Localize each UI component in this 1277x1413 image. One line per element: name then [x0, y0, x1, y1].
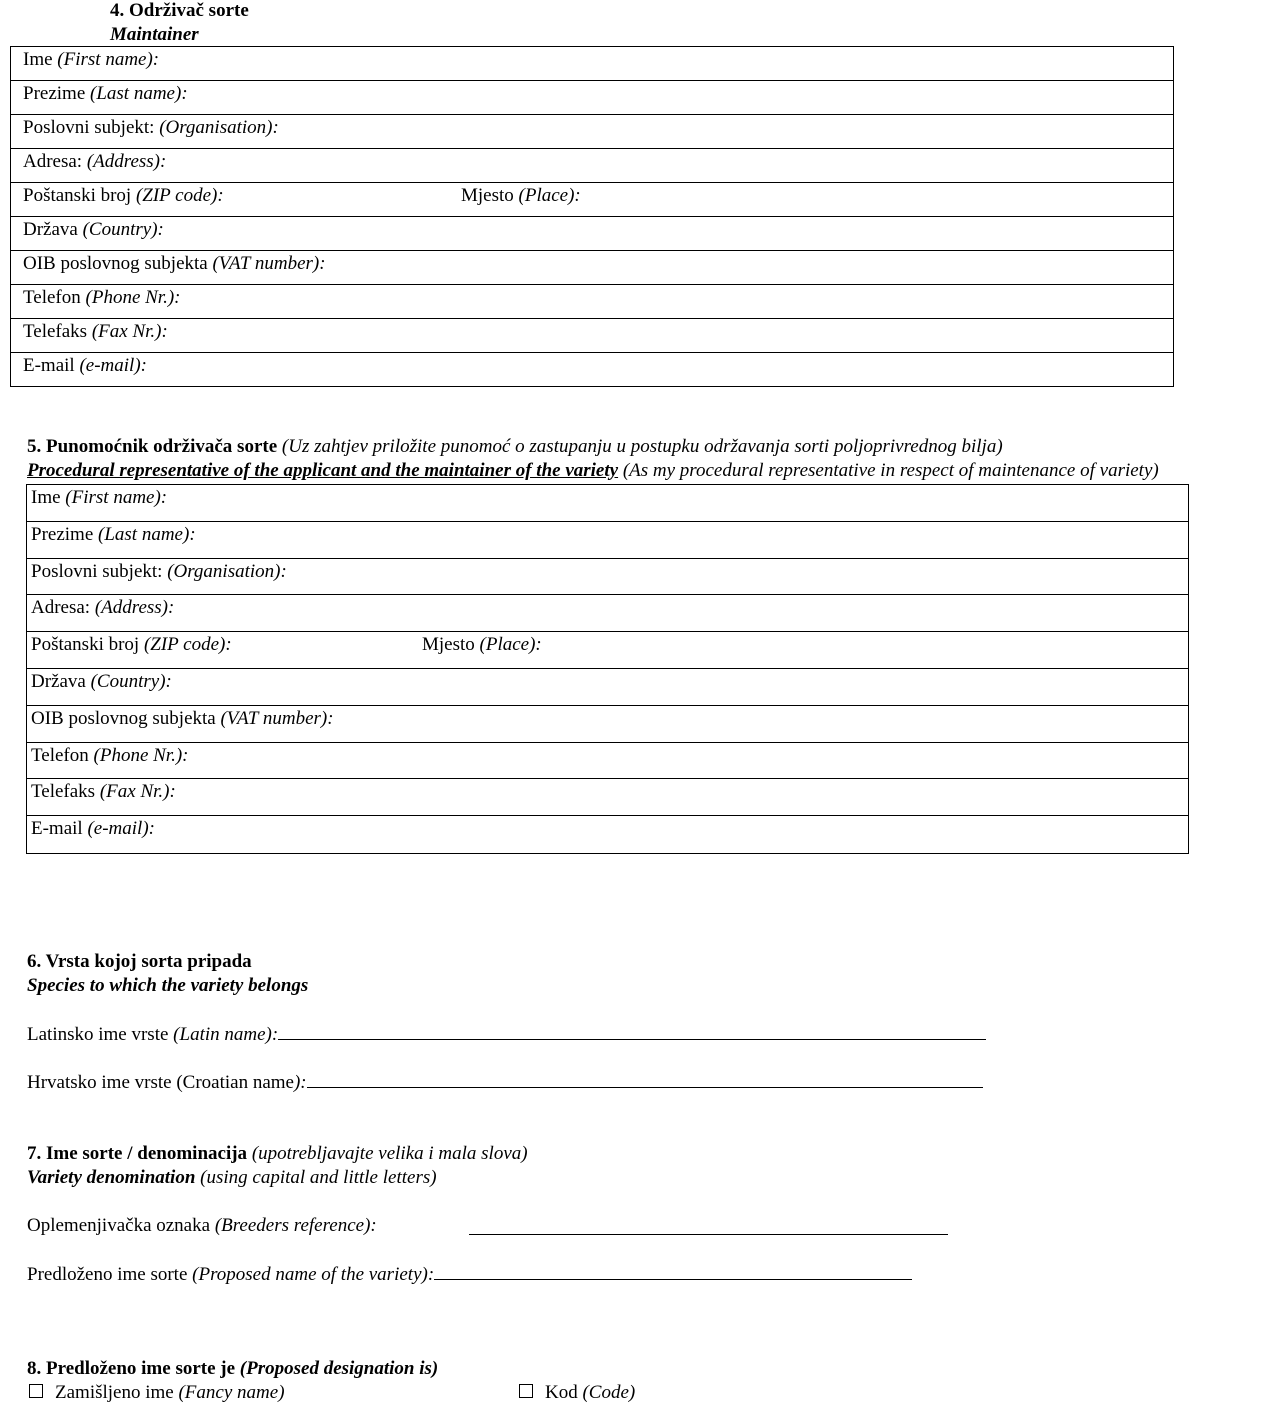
- form-row[interactable]: [27, 743, 1188, 780]
- row-label-hint: (ZIP code):: [143, 634, 232, 656]
- row-label-hint: (VAT number):: [220, 707, 334, 729]
- row-label-hint: (Fax Nr.):: [91, 321, 168, 342]
- proposed-name-line[interactable]: [434, 1263, 912, 1280]
- row-label: [31, 745, 189, 767]
- section-7-subtitle-note: (using capital and little letters): [200, 1167, 437, 1188]
- form-row[interactable]: [27, 816, 1188, 853]
- row-label-text: Telefon: [31, 744, 94, 766]
- row-label-text: Adresa:: [31, 597, 95, 619]
- form-row[interactable]: [27, 595, 1188, 632]
- form-row[interactable]: [27, 522, 1188, 559]
- form-row[interactable]: [27, 485, 1188, 522]
- representative-table: [26, 484, 1189, 854]
- place-label-hint: (Place):: [479, 634, 542, 656]
- latin-name-hint: (Latin name):: [173, 1024, 279, 1045]
- section-7-title: [27, 1143, 528, 1165]
- row-label: [31, 818, 155, 840]
- breeders-reference-field[interactable]: [27, 1215, 377, 1237]
- section-7-subtitle-text: Variety denomination: [27, 1167, 196, 1188]
- row-label: [23, 151, 166, 173]
- section-8-title-text: 8. Predloženo ime sorte je: [27, 1358, 240, 1379]
- form-row[interactable]: [11, 285, 1173, 319]
- croatian-name-line[interactable]: [307, 1071, 983, 1088]
- code-checkbox[interactable]: [519, 1384, 533, 1398]
- fancy-name-hint: (Fancy name): [178, 1382, 285, 1403]
- proposed-name-label: Predloženo ime sorte: [27, 1264, 193, 1285]
- place-label: [422, 634, 542, 656]
- row-label-text: OIB poslovnog subjekta: [31, 707, 221, 729]
- row-label-hint: (First name):: [57, 49, 160, 70]
- row-label: [31, 487, 167, 509]
- place-label-hint: (Place):: [518, 185, 581, 206]
- row-label: [23, 253, 326, 275]
- row-label-hint: (Organisation):: [167, 560, 287, 582]
- section-4-title: 4. Održivač sorte: [110, 0, 249, 21]
- place-label-text: Mjesto: [422, 634, 480, 656]
- form-row[interactable]: [27, 632, 1188, 669]
- row-label: [31, 597, 174, 619]
- form-row[interactable]: [11, 47, 1173, 81]
- form-row[interactable]: [11, 251, 1173, 285]
- croatian-name-field[interactable]: [27, 1071, 983, 1094]
- row-label: [23, 287, 181, 309]
- row-label-text: Ime: [31, 487, 66, 508]
- maintainer-table: [10, 46, 1174, 387]
- proposed-name-field[interactable]: [27, 1263, 912, 1286]
- form-row[interactable]: [11, 81, 1173, 115]
- form-row[interactable]: [11, 149, 1173, 183]
- row-label: [31, 671, 172, 693]
- section-7-title-text: 7. Ime sorte / denominacija: [27, 1143, 248, 1164]
- form-row[interactable]: [27, 669, 1188, 706]
- row-label-hint: (VAT number):: [212, 253, 326, 274]
- row-label: [23, 185, 224, 207]
- section-4-subtitle: Maintainer: [110, 24, 199, 45]
- row-label-text: Ime: [23, 49, 58, 70]
- row-label-text: Adresa:: [23, 151, 87, 172]
- code-option[interactable]: [519, 1382, 635, 1404]
- row-label-hint: (ZIP code):: [135, 185, 224, 206]
- row-label-hint: (Country):: [82, 219, 164, 240]
- form-row[interactable]: [11, 319, 1173, 353]
- section-5-title-text: 5. Punomoćnik održivača sorte: [27, 436, 278, 457]
- row-label-text: Telefon: [23, 287, 86, 308]
- row-label: [31, 781, 176, 803]
- row-label: [31, 561, 287, 583]
- form-row[interactable]: [11, 353, 1173, 387]
- latin-name-line[interactable]: [278, 1023, 986, 1040]
- row-label: [31, 708, 334, 730]
- row-label-text: Poslovni subjekt:: [31, 560, 168, 582]
- row-label-text: Telefaks: [31, 781, 100, 803]
- row-label-hint: (Fax Nr.):: [99, 781, 176, 803]
- section-7-note: (upotrebljavajte velika i mala slova): [251, 1143, 528, 1164]
- breeders-reference-line[interactable]: [469, 1218, 948, 1235]
- fancy-name-checkbox[interactable]: [29, 1384, 43, 1398]
- row-label-hint: (First name):: [65, 487, 168, 508]
- section-6-title: 6. Vrsta kojoj sorta pripada: [27, 951, 252, 972]
- row-label-hint: (e-mail):: [87, 818, 155, 840]
- form-row[interactable]: [11, 115, 1173, 149]
- row-label-text: E-mail: [23, 355, 80, 376]
- latin-name-label: Latinsko ime vrste: [27, 1024, 174, 1045]
- row-label-text: Poštanski broj: [31, 634, 144, 656]
- code-label: Kod: [545, 1382, 583, 1403]
- row-label: [31, 524, 196, 546]
- proposed-name-hint: (Proposed name of the variety):: [192, 1264, 435, 1285]
- section-8-title: [27, 1358, 438, 1380]
- row-label-text: Prezime: [23, 83, 91, 104]
- croatian-name-label: Hrvatsko ime vrste (Croatian name: [27, 1072, 294, 1093]
- croatian-name-hint: ):: [293, 1072, 307, 1093]
- row-label-text: Poštanski broj: [23, 185, 136, 206]
- row-label: [31, 634, 232, 656]
- form-row[interactable]: [11, 217, 1173, 251]
- row-label-hint: (Phone Nr.):: [85, 287, 181, 308]
- section-7-subtitle: [27, 1167, 437, 1189]
- place-label: [461, 185, 581, 207]
- latin-name-field[interactable]: [27, 1023, 986, 1046]
- row-label-hint: (Address):: [86, 151, 167, 172]
- fancy-name-option[interactable]: [29, 1382, 285, 1404]
- section-6-subtitle: Species to which the variety belongs: [27, 975, 309, 996]
- section-5-subtitle-text: Procedural representative of the applicant and the maintainer of the variety: [27, 460, 619, 481]
- row-label: [23, 219, 164, 241]
- row-label-hint: (Phone Nr.):: [93, 744, 189, 766]
- section-5-subtitle: [27, 460, 1159, 482]
- row-label: [23, 83, 188, 105]
- form-row[interactable]: [27, 559, 1188, 596]
- row-label-hint: (Last name):: [98, 523, 196, 545]
- form-row[interactable]: [27, 706, 1188, 743]
- form-row[interactable]: [11, 183, 1173, 217]
- breeders-reference-label: Oplemenjivačka oznaka: [27, 1215, 215, 1236]
- code-hint: (Code): [582, 1382, 636, 1403]
- row-label: [23, 117, 279, 139]
- section-8-note: (Proposed designation is): [239, 1358, 439, 1379]
- row-label: [23, 355, 147, 377]
- form-row[interactable]: [27, 779, 1188, 816]
- section-5-title: [27, 436, 1003, 458]
- row-label-text: Poslovni subjekt:: [23, 117, 160, 138]
- row-label-hint: (e-mail):: [79, 355, 147, 376]
- row-label-hint: (Organisation):: [159, 117, 279, 138]
- row-label-text: E-mail: [31, 818, 88, 840]
- row-label-text: Prezime: [31, 523, 99, 545]
- row-label-hint: (Country):: [90, 670, 172, 692]
- row-label-text: Država: [31, 670, 91, 692]
- row-label-text: Država: [23, 219, 83, 240]
- row-label-text: OIB poslovnog subjekta: [23, 253, 213, 274]
- row-label: [23, 321, 168, 343]
- row-label: [23, 49, 159, 71]
- row-label-hint: (Last name):: [90, 83, 188, 104]
- section-5-subtitle-note: (As my procedural representative in respect of maintenance of variety): [622, 460, 1159, 481]
- breeders-reference-hint: (Breeders reference):: [214, 1215, 377, 1236]
- row-label-hint: (Address):: [94, 597, 175, 619]
- place-label-text: Mjesto: [461, 185, 519, 206]
- section-5-note: (Uz zahtjev priložite punomoć o zastupanju u postupku održavanja sorti poljoprivrednog bilja): [281, 436, 1003, 457]
- fancy-name-label: Zamišljeno ime: [55, 1382, 179, 1403]
- row-label-text: Telefaks: [23, 321, 92, 342]
